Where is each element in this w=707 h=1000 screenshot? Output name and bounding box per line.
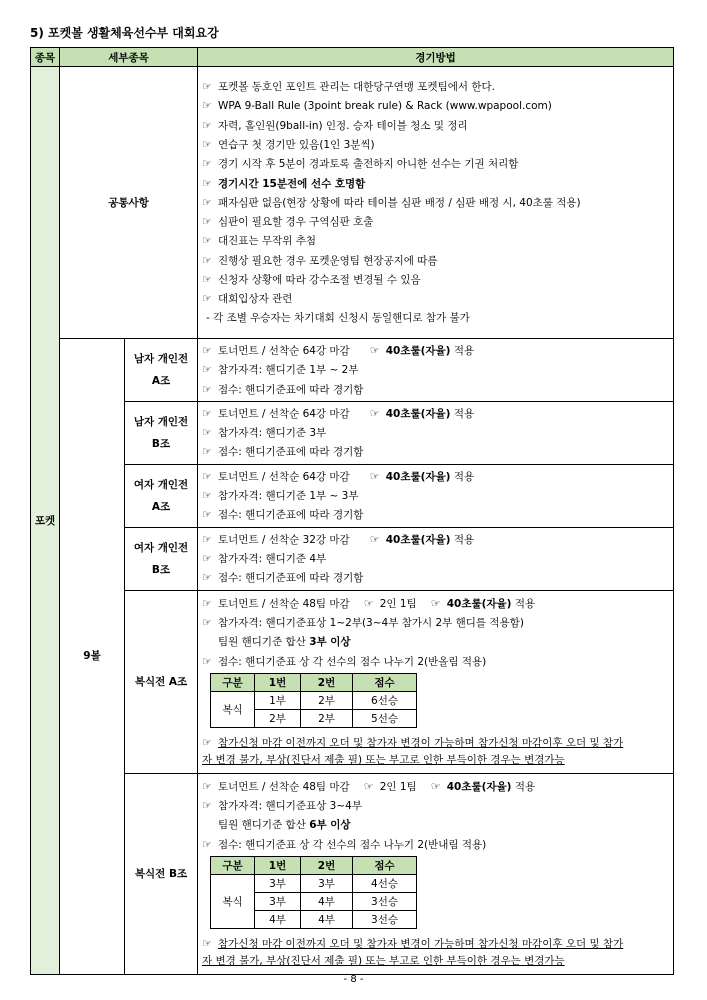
score-table-b: 구분 1번 2번 점수 복식 3부 3부 4선승 3부 4부 3선승 4부 4부 3선승 xyxy=(210,856,417,929)
header-row xyxy=(31,48,674,67)
pointing-hand-icon: ☞ xyxy=(369,406,380,420)
pointing-hand-icon: ☞ xyxy=(202,382,212,396)
event-rules: ☞ 토너먼트 / 선착순 64강 마감 ☞ 40초룰(자율) 적용 ☞ 참가자격: 핸디기준 1부 ~ 3부 ☞ 점수: 핸디기준표에 따라 경기함 xyxy=(198,464,674,527)
common-rule: ☞ 경기 시작 후 5분이 경과토록 출전하지 아니한 선수는 기권 처리함 xyxy=(202,154,673,173)
pointing-hand-icon: ☞ xyxy=(202,426,212,440)
pointing-hand-icon: ☞ xyxy=(202,234,212,248)
score-table-a: 구분 1번 2번 점수 복식 1부 2부 6선승 2부 2부 5선승 xyxy=(210,673,417,728)
common-rule: ☞ 대진표는 무작위 추첨 xyxy=(202,231,673,250)
pointing-hand-icon: ☞ xyxy=(430,779,441,793)
doubles-a-note: 자 변경 불가, 부상(진단서 제출 필) 또는 부고로 인한 부득이한 경우는 변경가능 xyxy=(202,754,565,767)
common-subnote: - 각 조별 우승자는 차기대회 신청시 동일핸디로 참가 불가 xyxy=(206,311,470,324)
pointing-hand-icon: ☞ xyxy=(202,118,212,132)
table-row: 3부 4부 3선승 xyxy=(211,893,417,911)
common-rules xyxy=(198,67,674,339)
pointing-hand-icon: ☞ xyxy=(202,532,212,546)
pointing-hand-icon: ☞ xyxy=(202,137,212,151)
header-method: 경기방법 xyxy=(198,48,674,67)
common-rule: ☞ 포켓볼 동호인 포인트 관리는 대한당구연맹 포켓팀에서 한다. xyxy=(202,77,673,96)
common-label: 공통사항 xyxy=(60,67,198,339)
pointing-hand-icon: ☞ xyxy=(202,99,212,113)
event-label: 남자 개인전 A조 xyxy=(125,339,198,402)
pointing-hand-icon: ☞ xyxy=(202,253,212,267)
pointing-hand-icon: ☞ xyxy=(202,157,212,171)
pointing-hand-icon: ☞ xyxy=(202,273,212,287)
table-row: 복식 1부 2부 6선승 xyxy=(211,692,417,710)
pointing-hand-icon: ☞ xyxy=(202,406,212,420)
pointing-hand-icon: ☞ xyxy=(202,176,212,190)
header-sport: 종목 xyxy=(31,48,60,67)
pointing-hand-icon: ☞ xyxy=(363,779,374,793)
pointing-hand-icon: ☞ xyxy=(202,837,212,851)
page-number: - 8 - xyxy=(343,974,364,985)
event-rules: ☞ 토너먼트 / 선착순 64강 마감 ☞ 40초룰(자율) 적용 ☞ 참가자격: 핸디기준 3부 ☞ 점수: 핸디기준표에 따라 경기함 xyxy=(198,401,674,464)
table-row: 2부 2부 5선승 xyxy=(211,710,417,728)
pointing-hand-icon: ☞ xyxy=(202,445,212,459)
event-rules: ☞ 토너먼트 / 선착순 64강 마감 ☞ 40초룰(자율) 적용 ☞ 참가자격: 핸디기준 1부 ~ 2부 ☞ 점수: 핸디기준표에 따라 경기함 xyxy=(198,339,674,402)
common-rule: ☞ 연습구 첫 경기만 있음(1인 3분씩) xyxy=(202,135,673,154)
common-rule: ☞ 진행상 필요한 경우 포켓운영팀 현장공지에 따름 xyxy=(202,251,673,270)
doubles-b-note: 자 변경 불가, 부상(진단서 제출 필) 또는 부고로 인한 부득이한 경우는 변경가능 xyxy=(202,955,565,968)
pointing-hand-icon: ☞ xyxy=(430,596,441,610)
doubles-a-rules: ☞ 토너먼트 / 선착순 48팀 마감 ☞ 2인 1팀 ☞ 40초룰(자율) 적용 ☞ 참가자격: 핸디기준표상 1~2부(3~4부 참가시 2부 핸디를 적용함) 팀원 핸디기준 합산 3부 이상 ☞ 점수: 핸디기준표 상 각 선수의 점수 나누기 2(반올림 적용) 구분 1번 2번 점수 복식 1부 2부 6선승 2부 2부 5선승 ☞ 참가신청 마감 이전까지 오더 및 참가자 변경이 가능하며 참가신청 마감이후 오더 및 참가 자 변경 불가, 부상(진단서 제출 필) 또는 부고로 인한 부득이한 경우는 변경가능 xyxy=(198,590,674,773)
pointing-hand-icon: ☞ xyxy=(202,937,212,951)
pointing-hand-icon: ☞ xyxy=(369,469,380,483)
event-label: 여자 개인전 A조 xyxy=(125,464,198,527)
rules-table xyxy=(30,47,674,975)
pointing-hand-icon: ☞ xyxy=(202,80,212,94)
pointing-hand-icon: ☞ xyxy=(202,344,212,357)
pointing-hand-icon: ☞ xyxy=(202,215,212,229)
pointing-hand-icon: ☞ xyxy=(202,616,212,630)
pointing-hand-icon: ☞ xyxy=(202,363,212,377)
doubles-a-label: 복식전 A조 xyxy=(125,590,198,773)
header-subevent: 세부종목 xyxy=(60,48,198,67)
doubles-a-note: ☞ 참가신청 마감 이전까지 오더 및 참가자 변경이 가능하며 참가신청 마감이후 오더 및 참가 xyxy=(202,736,624,750)
common-rule: ☞ 대회입상자 관련 xyxy=(202,289,673,308)
pointing-hand-icon: ☞ xyxy=(202,469,212,483)
pointing-hand-icon: ☞ xyxy=(363,596,374,610)
pointing-hand-icon: ☞ xyxy=(202,779,212,793)
page-title: 5) 포켓볼 생활체육선수부 대회요강 xyxy=(30,26,219,40)
common-rule: ☞ 자력, 홀인원(9ball-in) 인정. 승자 테이블 청소 및 정리 xyxy=(202,116,673,135)
pointing-hand-icon: ☞ xyxy=(202,508,212,522)
pointing-hand-icon: ☞ xyxy=(202,489,212,503)
doubles-b-note: ☞ 참가신청 마감 이전까지 오더 및 참가자 변경이 가능하며 참가신청 마감이후 오더 및 참가 xyxy=(202,937,624,951)
event-label: 여자 개인전 B조 xyxy=(125,527,198,590)
common-rule: ☞ 경기시간 15분전에 선수 호명함 xyxy=(202,174,673,193)
pointing-hand-icon: ☞ xyxy=(369,344,380,357)
pointing-hand-icon: ☞ xyxy=(202,551,212,565)
sport-cell: 포켓 xyxy=(31,67,60,975)
table-row: 복식 3부 3부 4선승 xyxy=(211,875,417,893)
pointing-hand-icon: ☞ xyxy=(202,195,212,209)
table-row: 4부 4부 3선승 xyxy=(211,911,417,929)
pointing-hand-icon: ☞ xyxy=(202,654,212,668)
pointing-hand-icon: ☞ xyxy=(202,596,212,610)
pointing-hand-icon: ☞ xyxy=(202,292,212,306)
common-rule: ☞ 패자심판 없음(현장 상황에 따라 테이블 심판 배정 / 심판 배정 시, 40초룰 적용) xyxy=(202,193,673,212)
event-rules: ☞ 토너먼트 / 선착순 32강 마감 ☞ 40초룰(자율) 적용 ☞ 참가자격: 핸디기준 4부 ☞ 점수: 핸디기준표에 따라 경기함 xyxy=(198,527,674,590)
pointing-hand-icon: ☞ xyxy=(369,532,380,546)
doubles-b-rules: ☞ 토너먼트 / 선착순 48팀 마감 ☞ 2인 1팀 ☞ 40초룰(자율) 적용 ☞ 참가자격: 핸디기준표상 3~4부 팀원 핸디기준 합산 6부 이상 ☞ 점수: 핸디기준표 상 각 선수의 점수 나누기 2(반내림 적용) 구분 1번 2번 점수 복식 3부 3부 4선승 3부 4부 3선승 4부 4부 3선승 ☞ 참가신청 마감 이전까지 오더 및 참가자 변경이 가능하며 참가신청 마감이후 오더 및 참가 자 변경 불가, 부상(진단서 제출 필) 또는 부고로 인한 부득이한 경우는 변경가능 xyxy=(198,773,674,974)
pointing-hand-icon: ☞ xyxy=(202,799,212,813)
event-label: 남자 개인전 B조 xyxy=(125,401,198,464)
pointing-hand-icon: ☞ xyxy=(202,571,212,585)
common-rule: ☞ 심판이 필요할 경우 구역심판 호출 xyxy=(202,212,673,231)
common-rule: ☞ 신청자 상황에 따라 강수조절 변경될 수 있음 xyxy=(202,270,673,289)
ball-label: 9볼 xyxy=(60,339,125,975)
doubles-b-label: 복식전 B조 xyxy=(125,773,198,974)
pointing-hand-icon: ☞ xyxy=(202,736,212,750)
common-rule: ☞ WPA 9-Ball Rule (3point break rule) & Rack (www.wpapool.com) xyxy=(202,96,673,115)
